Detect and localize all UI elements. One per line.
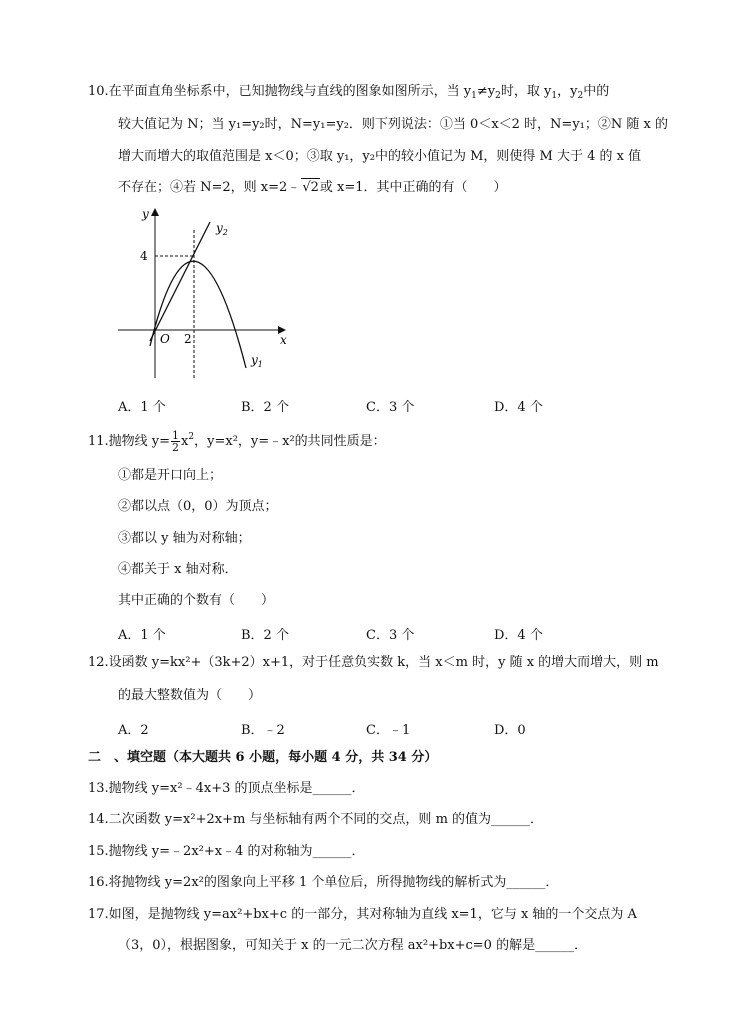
q17-line-2: （3，0），根据图象，可知关于 x 的一元二次方程 ax²+bx+c=0 的解是______． xyxy=(118,938,588,953)
q16: 16.将抛物线 y=2x²的图象向上平移 1 个单位后，所得抛物线的解析式为______． xyxy=(88,875,559,890)
q12-line-2: 的最大整数值为（ ） xyxy=(118,688,262,703)
tick-y-label: 4 xyxy=(140,249,148,263)
q10-line-3: 增大而增大的取值范围是 x＜0；③取 y₁，y₂中的较小值记为 M，则使得 M 大于 4 的 x 值 xyxy=(118,149,642,164)
parabola-y1-label: $y_1$ xyxy=(251,353,263,369)
line-y2-label: $y_2$ xyxy=(216,221,228,237)
tick-x-label: 2 xyxy=(184,332,192,346)
q10-option-c[interactable]: C．3 个 xyxy=(366,400,415,415)
q10-graph xyxy=(110,200,300,385)
y-axis-arrow xyxy=(151,208,159,216)
section-2-heading: 二 、填空题（本大题共 6 小题，每小题 4 分，共 34 分） xyxy=(88,750,438,765)
q11-prompt: 其中正确的个数有（ ） xyxy=(118,593,275,608)
sqrt-symbol: √2 xyxy=(302,180,319,195)
x-axis-label: x xyxy=(280,333,287,347)
q11-option-b[interactable]: B．2 个 xyxy=(241,628,289,643)
q11-option-a[interactable]: A．1 个 xyxy=(118,628,166,643)
q10-option-a[interactable]: A．1 个 xyxy=(118,400,166,415)
q11-line-1: 11.抛物线 y= $\frac{1}{2}$ $x^2$，y=x²，y=﹣x²的共同性质是： xyxy=(88,429,386,454)
origin-label: O xyxy=(160,332,170,346)
q12-option-c[interactable]: C．﹣1 xyxy=(366,723,411,738)
q10-option-b[interactable]: B．2 个 xyxy=(241,400,289,415)
q12-option-b[interactable]: B．﹣2 xyxy=(241,723,285,738)
q15: 15.抛物线 y=﹣2x²+x﹣4 的对称轴为______． xyxy=(88,844,365,859)
q13: 13.抛物线 y=x²﹣4x+3 的顶点坐标是______． xyxy=(88,781,365,796)
q10-option-d[interactable]: D．4 个 xyxy=(494,400,543,415)
q10-line-4: 不存在；④若 N=2，则 x=2﹣ √2或 x=1．其中正确的有（ ） xyxy=(118,180,507,195)
q11-item-2: ②都以点（0，0）为顶点； xyxy=(118,499,278,514)
q10-line-1: 10.在平面直角坐标系中，已知抛物线与直线的图象如图所示，当 $y_1\ne y_2$时，取 $y_1$，$y_2$中的 xyxy=(88,84,610,101)
q11-item-1: ①都是开口向上； xyxy=(118,468,223,483)
line-y2 xyxy=(150,222,210,341)
q12-line-1: 12.设函数 y=kx²+（3k+2）x+1，对于任意负实数 k，当 x＜m 时，y 随 x 的增大而增大，则 m xyxy=(88,655,659,670)
q10-line-2: 较大值记为 N；当 y₁=y₂时，N=y₁=y₂．则下列说法：①当 0＜x＜2 时，N=y₁；②N 随 x 的 xyxy=(118,117,668,132)
q11-option-d[interactable]: D．4 个 xyxy=(494,628,543,643)
y-axis-label: y xyxy=(142,207,149,221)
q11-item-4: ④都关于 x 轴对称． xyxy=(118,562,238,577)
q17-line-1: 17.如图，是抛物线 y=ax²+bx+c 的一部分，其对称轴为直线 x=1，它与 x 轴的一个交点为 A xyxy=(88,907,637,922)
parabola-y1 xyxy=(150,261,246,368)
q11-option-c[interactable]: C．3 个 xyxy=(366,628,415,643)
q12-option-a[interactable]: A．2 xyxy=(118,723,149,738)
q11-item-3: ③都以 y 轴为对称轴； xyxy=(118,531,251,546)
q14: 14.二次函数 y=x²+2x+m 与坐标轴有两个不同的交点，则 m 的值为______． xyxy=(88,812,544,827)
q12-option-d[interactable]: D．0 xyxy=(494,723,526,738)
fraction: $\frac{1}{2}$ xyxy=(172,429,180,454)
